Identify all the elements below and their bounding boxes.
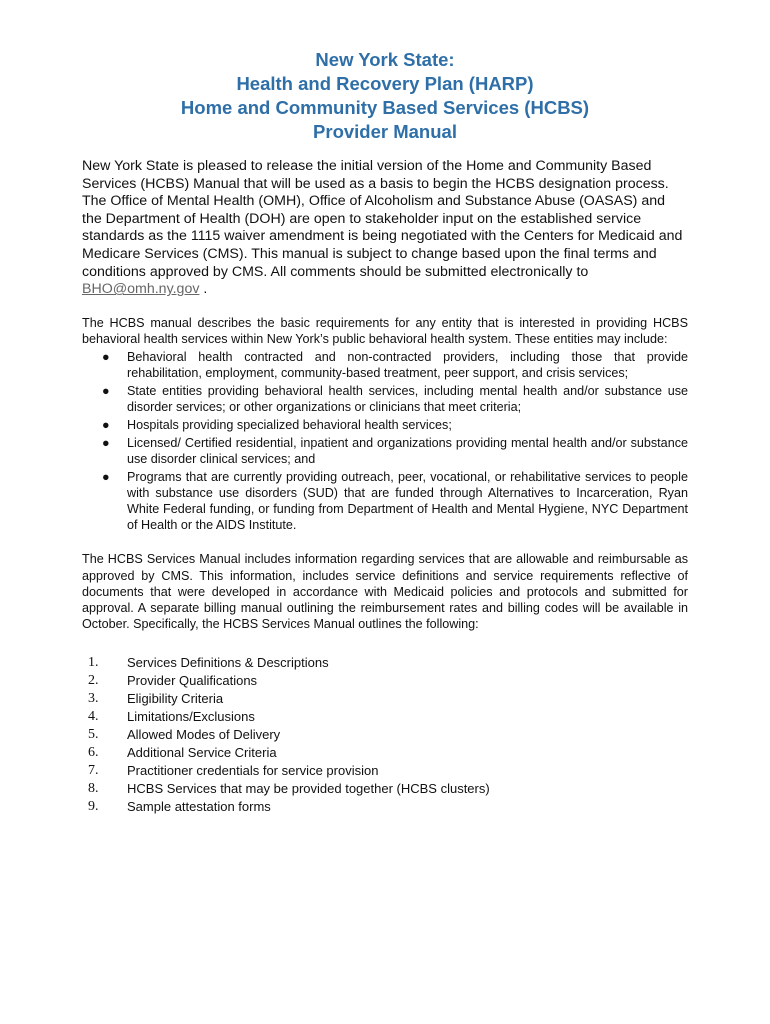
bullet-icon: ●: [102, 417, 110, 432]
item-text: Eligibility Criteria: [127, 691, 224, 707]
entities-paragraph: The HCBS manual describes the basic requirements for any entity that is interested in providing HCBS behavioral health services within New York’s public behavioral health system. These entities may include:: [82, 315, 688, 346]
item-number: 2.: [88, 673, 99, 689]
item-number: 6.: [88, 744, 99, 760]
title-line-2: Health and Recovery Plan (HARP): [236, 73, 534, 94]
intro-text: New York State is pleased to release the initial version of the Home and Community Based Services (HCBS) Manual that will be used as a basis to begin the HCBS designation process. The Office of Mental Health (OMH), Office of Alcoholism and Substance Abuse (OASAS) and the Department of Health (DOH) are open to stakeholder input on the established service standards as the 1115 waiver amendment is being negotiated with the Centers for Medicaid and Medicare Services (CMS). This manual is subject to change based upon the final terms and conditions approved by CMS. All comments should be submitted electronically to: [82, 158, 683, 280]
item-text: Limitations/Exclusions: [127, 709, 255, 725]
list-item: [82, 417, 688, 433]
title-line-3: Home and Community Based Services (HCBS): [180, 97, 590, 118]
item-number: 1.: [88, 655, 99, 671]
intro-end: .: [199, 281, 208, 298]
title-line-1: New York State:: [315, 49, 455, 70]
item-text: Additional Service Criteria: [127, 744, 277, 760]
numbered-item: [82, 672, 688, 690]
numbered-item: [82, 780, 688, 798]
item-number: 4.: [88, 709, 99, 725]
bullet-icon: ●: [102, 469, 110, 484]
numbered-item: [82, 744, 688, 762]
contents-list: [82, 654, 688, 815]
item-number: 7.: [88, 762, 99, 778]
intro-paragraph: [82, 158, 688, 299]
list-item-text: Behavioral health contracted and non-contracted providers, including those that provide rehabilitation, employment, community-based treatment, peer support, and crisis services;: [127, 350, 688, 381]
item-number: 3.: [88, 691, 99, 707]
item-number: 5.: [88, 727, 99, 743]
manual-contents-paragraph: The HCBS Services Manual includes information regarding services that are allowable and reimbursable as approved by CMS. This information, includes service definitions and service requirements reflective of documents that were developed in accordance with Medicaid policies and protocols and submitted for approval. A separate billing manual outlining the reimbursement rates and billing codes will be available in October. Specifically, the HCBS Services Manual outlines the following:: [82, 552, 688, 632]
numbered-item: [82, 690, 688, 708]
numbered-item: [82, 726, 688, 744]
list-item-text: Hospitals providing specialized behavioral health services;: [127, 417, 452, 432]
list-item: [82, 435, 688, 467]
entities-list: [82, 349, 688, 533]
item-text: Provider Qualifications: [127, 673, 258, 689]
item-text: HCBS Services that may be provided together (HCBS clusters): [127, 780, 490, 796]
item-text: Practitioner credentials for service provision: [127, 762, 379, 778]
bullet-icon: ●: [102, 435, 110, 450]
title-line-4: Provider Manual: [313, 121, 457, 142]
item-text: Services Definitions & Descriptions: [127, 655, 329, 671]
item-number: 8.: [88, 780, 99, 796]
numbered-item: [82, 654, 688, 672]
numbered-item: [82, 798, 688, 816]
numbered-item: [82, 708, 688, 726]
email-link[interactable]: BHO@omh.ny.gov: [82, 281, 200, 298]
list-item: [82, 383, 688, 415]
item-text: Sample attestation forms: [127, 798, 271, 814]
list-item: [82, 349, 688, 381]
document-title: [82, 48, 688, 144]
list-item-text: Licensed/ Certified residential, inpatient and organizations providing mental health and/or substance use disorder clinical services; and: [127, 435, 688, 466]
list-item: [82, 469, 688, 534]
list-item-text: State entities providing behavioral health services, including mental health and/or substance use disorder services; or other organizations or clinicians that meet criteria;: [127, 384, 688, 415]
bullet-icon: ●: [102, 384, 110, 399]
item-number: 9.: [88, 798, 99, 814]
numbered-item: [82, 762, 688, 780]
bullet-icon: ●: [102, 350, 110, 365]
item-text: Allowed Modes of Delivery: [127, 727, 281, 743]
list-item-text: Programs that are currently providing outreach, peer, vocational, or rehabilitative services to people with substance use disorders (SUD) that are funded through Alternatives to Incarceration, Ryan White Federal funding, or funding from Department of Health and Mental Hygiene, NYC Department of Health or the AIDS Institute.: [127, 469, 688, 533]
